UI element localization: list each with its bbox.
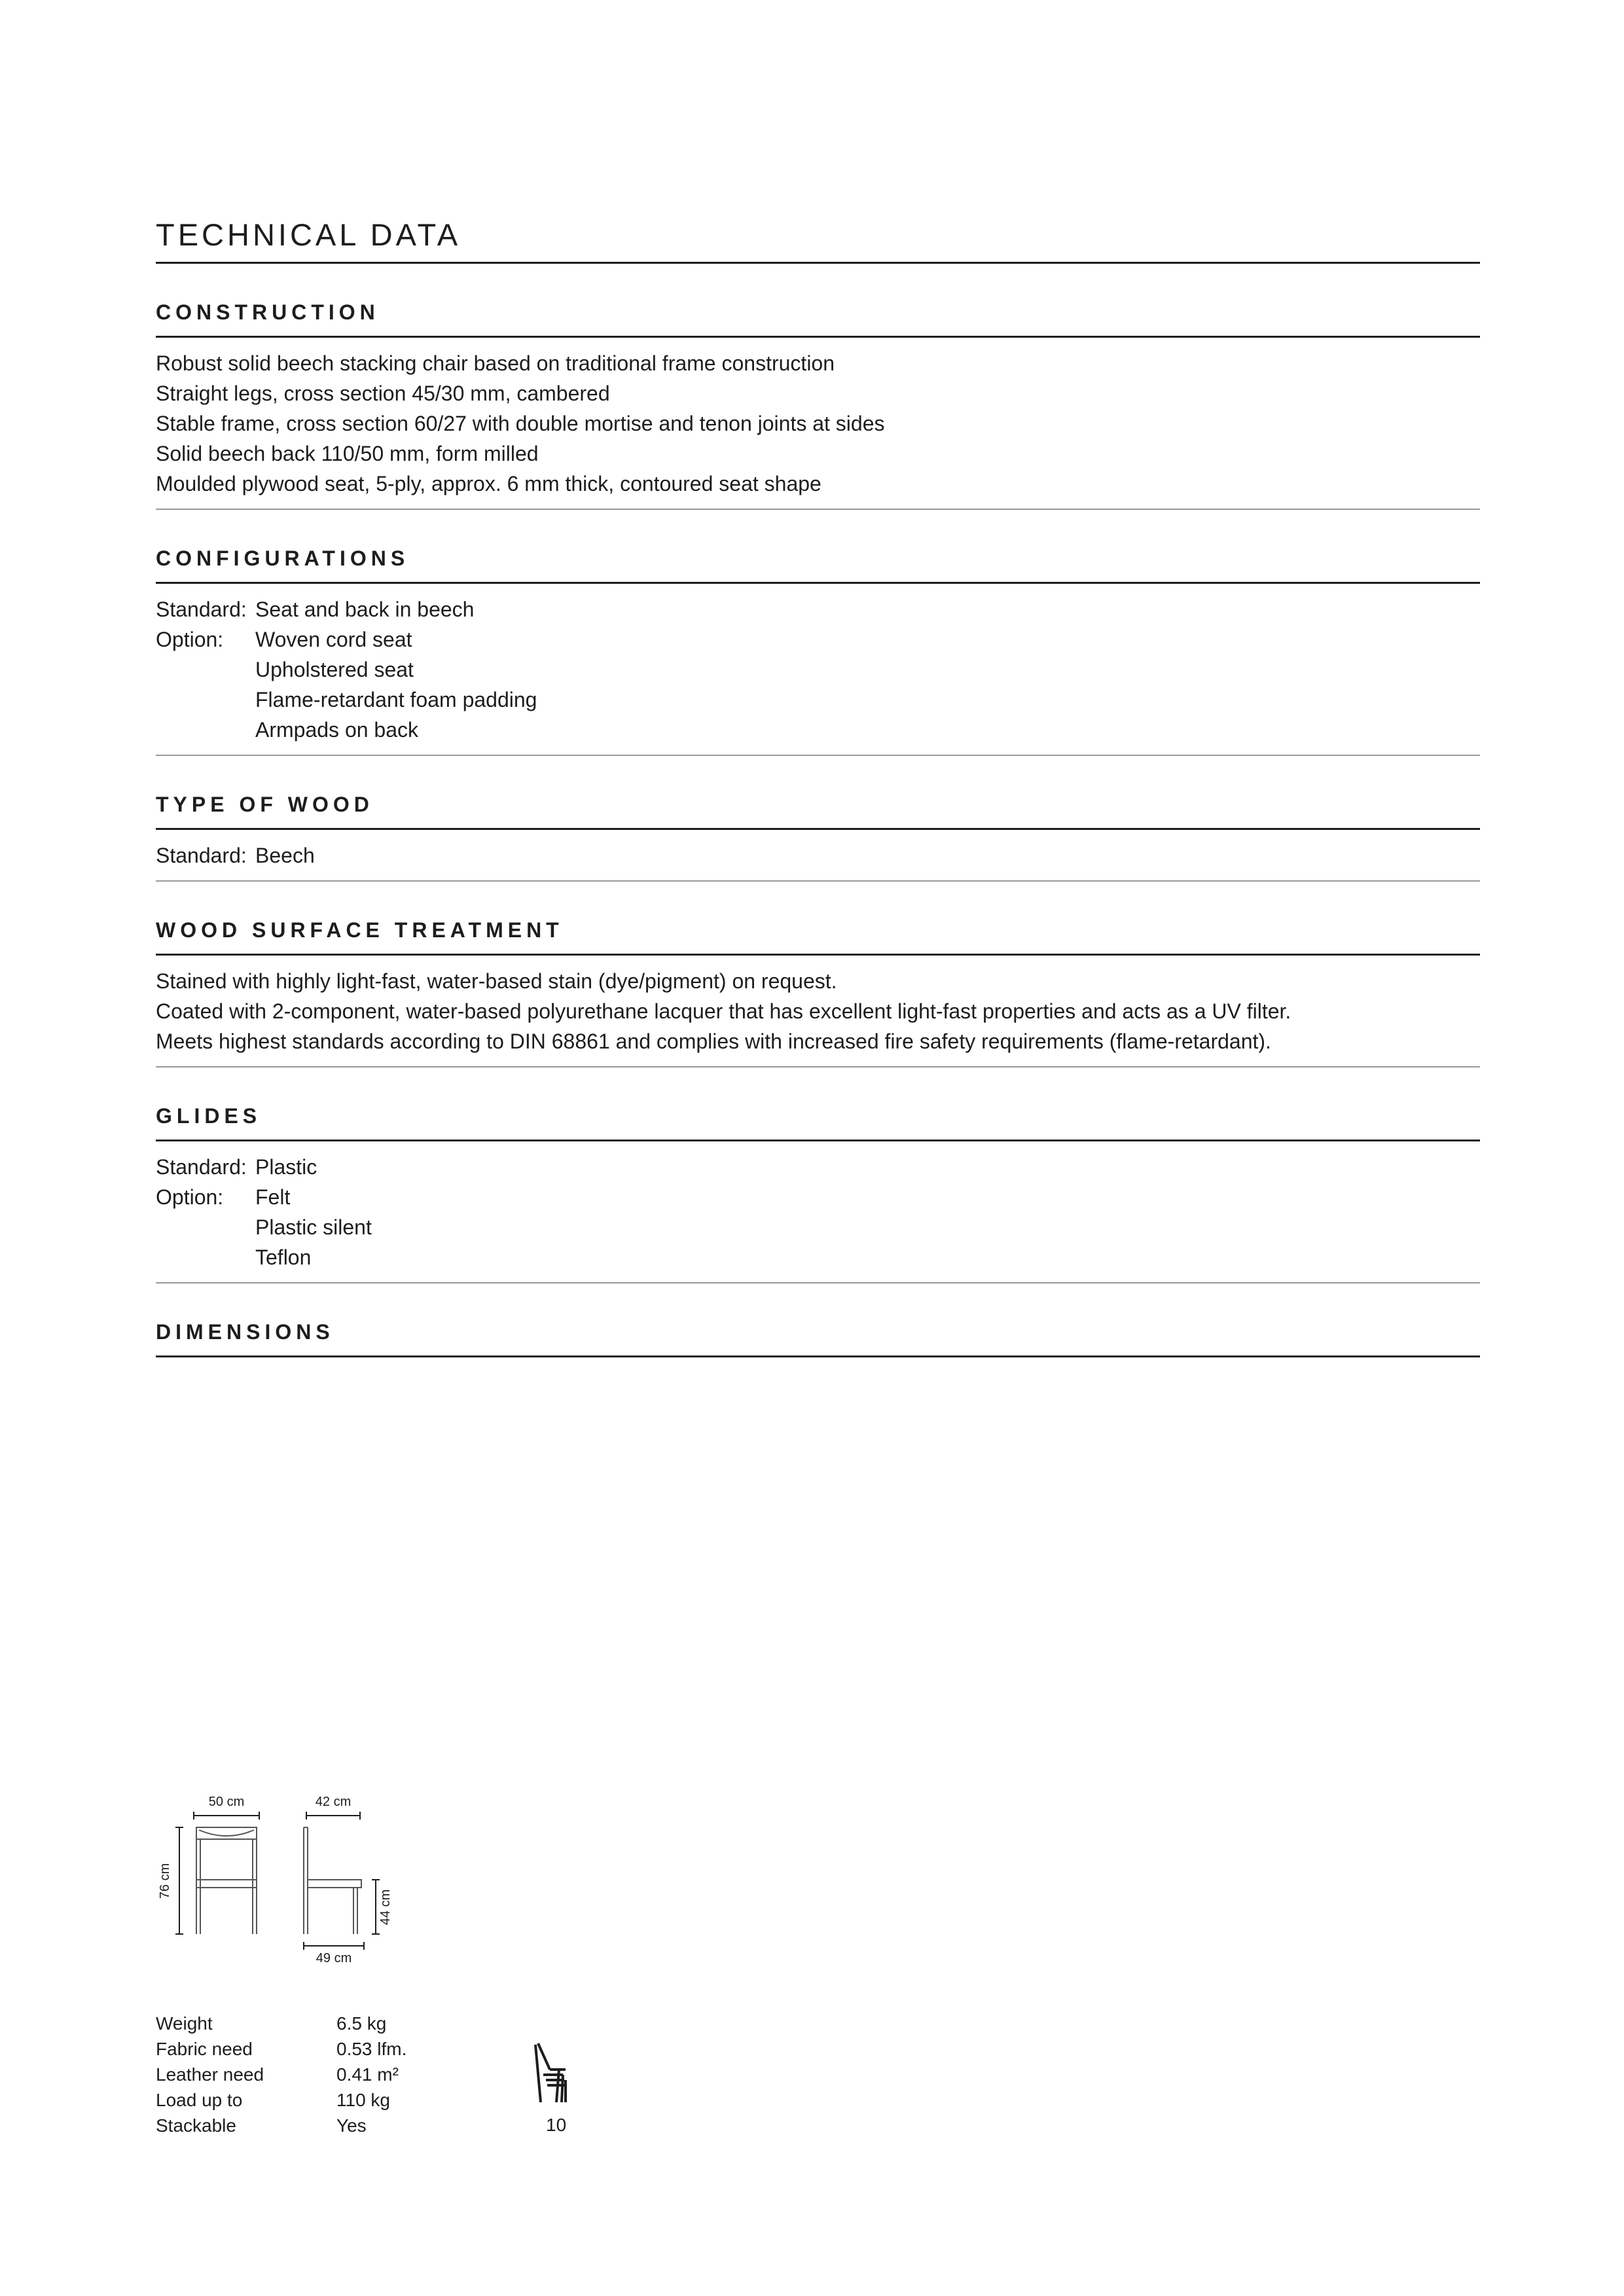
spec-label: Fabric need xyxy=(156,2039,253,2059)
spec-label: Weight xyxy=(156,2013,213,2034)
option-value: Flame-retardant foam padding xyxy=(255,688,537,711)
spec-label: Load up to xyxy=(156,2090,243,2110)
depth-top-label: 42 cm xyxy=(315,1795,352,1809)
chair-front-view xyxy=(196,1827,257,1934)
construction-line: Stable frame, cross section 60/27 with double mortise and tenon joints at sides xyxy=(156,412,885,435)
treatment-line: Coated with 2-component, water-based polyurethane lacquer that has excellent light-fast properties and acts as a UV filter. xyxy=(156,999,1291,1023)
stacked-chairs-icon xyxy=(530,2037,569,2109)
depth-label: 49 cm xyxy=(316,1951,352,1965)
option-value: Teflon xyxy=(255,1246,312,1269)
spec-label: Leather need xyxy=(156,2064,264,2085)
standard-value: Seat and back in beech xyxy=(255,598,475,621)
height-label: 76 cm xyxy=(158,1863,172,1899)
construction-line: Moulded plywood seat, 5-ply, approx. 6 mm thick, contoured seat shape xyxy=(156,472,821,495)
option-label: Option: xyxy=(156,628,224,651)
spec-value: 0.41 m² xyxy=(336,2064,399,2085)
spec-value: Yes xyxy=(336,2115,367,2136)
spec-list xyxy=(156,2011,406,2138)
spec-row xyxy=(156,2113,406,2138)
construction-heading: CONSTRUCTION xyxy=(156,300,380,324)
standard-value: Plastic xyxy=(255,1155,317,1179)
wood-heading: TYPE OF WOOD xyxy=(156,793,374,816)
spec-value: 0.53 lfm. xyxy=(336,2039,407,2059)
spec-row xyxy=(156,2036,406,2062)
option-value: Armpads on back xyxy=(255,718,419,742)
spec-row xyxy=(156,2011,406,2036)
wood-body xyxy=(156,830,1480,880)
treatment-heading: WOOD SURFACE TREATMENT xyxy=(156,918,564,942)
spec-row xyxy=(156,2087,406,2113)
option-value: Woven cord seat xyxy=(255,628,412,651)
spec-row xyxy=(156,2062,406,2087)
spec-value: 6.5 kg xyxy=(336,2013,387,2034)
treatment-body xyxy=(156,956,1480,1066)
configurations-body xyxy=(156,584,1480,755)
treatment-line: Stained with highly light-fast, water-based stain (dye/pigment) on request. xyxy=(156,969,837,993)
page-title: TECHNICAL DATA xyxy=(156,217,461,252)
configurations-heading: CONFIGURATIONS xyxy=(156,547,410,570)
option-value: Upholstered seat xyxy=(255,658,414,681)
option-value: Felt xyxy=(255,1185,291,1209)
glides-heading: GLIDES xyxy=(156,1104,262,1128)
option-label: Option: xyxy=(156,1185,224,1209)
construction-line: Robust solid beech stacking chair based on traditional frame construction xyxy=(156,351,835,375)
dimensions-heading: DIMENSIONS xyxy=(156,1320,334,1344)
standard-label: Standard: xyxy=(156,598,247,621)
spec-value: 110 kg xyxy=(336,2090,390,2110)
width-label: 50 cm xyxy=(208,1795,245,1809)
stack-count: 10 xyxy=(546,2115,567,2135)
technical-data-page xyxy=(156,219,1480,1357)
standard-label: Standard: xyxy=(156,844,247,867)
dimensions-rule xyxy=(156,1355,1480,1357)
option-value: Plastic silent xyxy=(255,1215,372,1239)
chair-side-view xyxy=(304,1827,361,1934)
treatment-line: Meets highest standards according to DIN 68861 and complies with increased fire safety requirements (flame-retardant). xyxy=(156,1030,1271,1053)
construction-line: Solid beech back 110/50 mm, form milled xyxy=(156,442,539,465)
standard-value: Beech xyxy=(255,844,315,867)
construction-line: Straight legs, cross section 45/30 mm, cambered xyxy=(156,382,610,405)
seat-height-label: 44 cm xyxy=(378,1889,393,1926)
spec-label: Stackable xyxy=(156,2115,236,2136)
standard-label: Standard: xyxy=(156,1155,247,1179)
glides-body xyxy=(156,1141,1480,1282)
chair-dimension-drawings xyxy=(156,1787,470,1983)
construction-body xyxy=(156,338,1480,509)
